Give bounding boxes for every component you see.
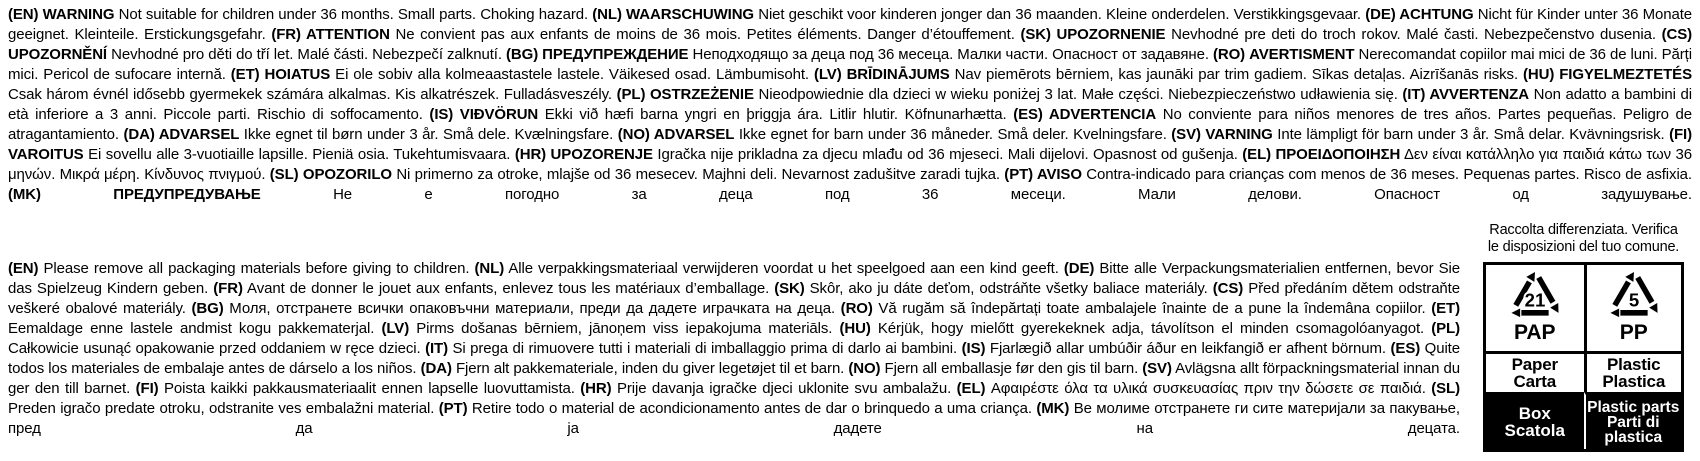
language-segment: (IS) VIÐVÖRUN Ekki við hæfi barna yngri en þriggja ára. Litlir hlutir. Köfnunarhætta. [429,106,1014,123]
language-segment: (ET) Eemaldage enne lastele andmist kogu pakkematerjal. [8,300,1460,337]
multilingual-text-block [8,5,1692,439]
language-code: (HR) UPOZORENJE [514,146,653,163]
language-code: (NO) [848,360,881,377]
language-code: (DA) [420,360,452,377]
language-code: (IS) [961,340,986,357]
language-code: (SK) [774,280,805,297]
language-code: (NL) [474,260,505,277]
text-line: le disposizioni del tuo comune. [1487,239,1680,255]
language-code: (HR) [580,380,612,397]
language-code: (SK) UPOZORNENIE [1020,26,1166,43]
language-segment: (IT) AVVERTENZA Non adatto a bambini di età inferiore a 3 anni. Piccole parti. Rischio di soffocamento. [8,86,1692,123]
language-segment: (EN) Please remove all packaging materials before giving to children. [8,260,475,277]
material-number: 21 [1524,289,1546,311]
language-code: (ET) [1431,300,1460,317]
language-segment: (FI) VAROITUS Ei sovellu alle 3-vuotiaille lapsille. Pieniä osia. Tukehtumisvaara. [8,126,1692,163]
language-segment: (FR) ATTENTION Ne convient pas aux enfants de moins de 36 mois. Petites éléments. Danger d’étouffement. [271,26,1021,43]
language-segment: (RO) AVERTISMENT Nerecomandat copiilor mai mici de 36 de luni. Părți mici. Pericol de sufocare internă. [8,46,1692,83]
language-code: (IT) [425,340,448,357]
language-segment: (SL) OPOZORILO Ni primerno za otroke, mlajše od 36 mesecev. Majhni deli. Nevarnost zadušitve zaradi tujka. [269,166,1005,183]
package-part-cell-plastic-parts [1584,392,1682,449]
language-segment: (ET) HOIATUS Ei ole sobiv alla kolmeaastastele lastele. Väikesed osad. Lämbumisoht. [230,66,814,83]
language-code: (ET) HOIATUS [230,66,331,83]
language-segment: (PT) AVISO Contra-indicado para crianças com menos de 36 meses. Pequenas partes. Risco de asfixia. [1004,166,1692,183]
language-code: (SL) [1431,380,1460,397]
separate-collection-note [1483,222,1684,256]
material-symbol-cell-pap [1486,265,1584,351]
language-segment: (CS) UPOZORNĚNÍ Nevhodné pro děti do tří let. Malé části. Nebezpečí zalknutí. [8,26,1693,63]
language-code: (MK) [1036,400,1070,417]
warning-paragraph [8,5,1692,255]
language-code: (FR) ATTENTION [271,26,390,43]
language-code: (FR) [213,280,243,297]
language-segment: (RO) Vă rugăm să îndepărtați toate ambalajele înainte de a pune la îndemâna copiilor. [840,300,1432,317]
language-code: (EN) WARNING [8,6,115,23]
recycling-materials-table [1483,262,1684,452]
language-segment: (BG) ПРЕДУПРЕЖДЕНИЕ Неподходящо за деца под 36 месеца. Малки части. Опасност от задавяне. [506,46,1213,63]
language-segment: (EN) WARNING Not suitable for children under 36 months. Small parts. Choking hazard. [8,6,593,23]
language-segment: (PT) Retire todo o material de acondicionamento antes de dar o brinquedo a uma criança. [438,400,1037,417]
language-code: (RO) [840,300,873,317]
language-code: (NO) ADVARSEL [617,126,735,143]
material-number: 5 [1628,289,1639,311]
material-name-cell-plastic [1584,351,1682,392]
language-code: (MK) ПРЕДУПРЕДУВАЊЕ [8,186,261,203]
language-code: (EL) ΠΡΟΕΙΔΟΠΟΙΗΣΗ [1242,146,1401,163]
language-code: (PL) [1431,320,1460,337]
material-symbol-cell-pp [1584,265,1682,351]
language-segment: (FR) Avant de donner le jouet aux enfants, enlevez tous les matériaux d’emballage. [213,280,775,297]
packaging-removal-paragraph [8,259,1460,439]
language-segment: (FI) Poista kaikki pakkausmateriaalit ennen lapselle luovuttamista. [135,380,581,397]
language-segment: (HR) Prije davanja igračke djeci uklonite svu ambalažu. [580,380,957,397]
material-name-it: Plastica [1602,372,1666,391]
language-segment: (SK) UPOZORNENIE Nevhodné pre deti do troch rokov. Malé časti. Nebezpečenstvo dusenia. [1020,26,1662,43]
language-segment: (LV) BRĪDINĀJUMS Nav piemērots bērniem, kas jaunāki par trim gadiem. Sīkas detaļas. Aizrīšanās risks. [813,66,1523,83]
language-code: (PL) OSTRZEŻENIE [616,86,754,103]
language-segment: (SV) VARNING Inte lämpligt för barn under 3 år. Små delar. Kvävningsrisk. [1171,126,1670,143]
language-code: (SV) [1142,360,1172,377]
language-segment: (MK) Ве молиме отстранете ги сите материјали за пакување, пред да ја дадете на децата. [8,400,1460,437]
language-code: (SL) OPOZORILO [269,166,392,183]
language-code: (EL) [956,380,986,397]
language-segment: (ES) ADVERTENCIA No conviente para niños menores de tres años. Partes pequeñas. Peligro de atragantamiento. [8,106,1692,143]
text-line: Box [1518,404,1551,423]
material-code-label: PP [1619,321,1648,344]
language-segment: (IT) Si prega di rimuovere tutti i materiali di imballaggio prima di darlo ai bambini. [425,340,962,357]
language-code: (IS) VIÐVÖRUN [429,106,539,123]
language-segment: (PL) Całkowicie usunąć opakowanie przed oddaniem w ręce dzieci. [8,320,1460,357]
language-code: (RO) AVERTISMENT [1212,46,1355,63]
recycling-panel [1483,222,1684,452]
language-segment: (PL) OSTRZEŻENIE Nieodpowiednie dla dzieci w wieku poniżej 3 lat. Małe części. Niebezpieczeństwo udławienia się. [616,86,1403,103]
package-part-cell-box [1486,392,1584,449]
language-code: (HU) [839,320,871,337]
material-code-label: PAP [1513,321,1556,344]
language-code: (EN) [8,260,39,277]
language-code: (FI) VAROITUS [8,126,1692,163]
language-segment: (HU) FIGYELMEZTETÉS Csak három évnél idősebb gyermekek számára alkalmas. Kis alkatrészek. Fulladásveszély. [8,66,1692,103]
language-code: (IT) AVVERTENZA [1402,86,1529,103]
language-segment: (SK) Skôr, ako ju dáte deťom, odstráňte všetky baliace materiály. [774,280,1213,297]
language-code: (NL) WAARSCHUWING [592,6,755,23]
language-segment: (LV) Pirms došanas bērniem, jānoņem viss iepakojuma materiāls. [381,320,840,337]
language-segment: (DE) Bitte alle Verpackungsmaterialien entfernen, bevor Sie das Spielzeug Kindern geben. [8,260,1460,297]
language-code: (PT) [438,400,468,417]
language-code: (CS) UPOZORNĚNÍ [8,26,1693,63]
material-name-en: Plastic [1607,355,1661,374]
text-line: Parti di [1606,413,1660,431]
language-segment: (DA) ADVARSEL Ikke egnet til børn under 3 år. Små dele. Kvælningsfare. [123,126,618,143]
language-code: (DE) [1063,260,1095,277]
language-segment: (HR) UPOZORENJE Igračka nije prikladna za djecu mlađu od 36 mjeseci. Mali dijelovi. Opasnost od gušenja. [514,146,1243,163]
material-name-en: Paper [1511,355,1558,374]
language-segment: (NL) WAARSCHUWING Niet geschikt voor kinderen jonger dan 36 maanden. Kleine onderdelen. Verstikkingsgevaar. [592,6,1366,23]
language-code: (PT) AVISO [1004,166,1082,183]
language-segment: (MK) ПРЕДУПРЕДУВАЊЕ Не е погодно за деца под 36 месеци. Мали делови. Опасност од задушување. [8,186,1692,203]
language-segment: (CS) Před předáním dětem odstraňte veškeré obalové materiály. [8,280,1460,317]
text-line: Plastic parts [1587,398,1680,416]
language-segment: (SL) Preden igračo predate otroku, odstranite ves embalažni material. [8,380,1460,417]
language-segment: (NL) Alle verpakkingsmateriaal verwijderen voordat u het speelgoed aan een kind geeft. [474,260,1064,277]
language-code: (DA) ADVARSEL [123,126,240,143]
language-code: (HU) FIGYELMEZTETÉS [1522,66,1692,83]
language-segment: (NO) ADVARSEL Ikke egnet for barn under 36 måneder. Små deler. Kvelningsfare. [617,126,1172,143]
language-code: (DE) ACHTUNG [1365,6,1474,23]
language-code: (FI) [135,380,159,397]
language-segment: (SV) Avlägsna allt förpackningsmaterial innan du ger den till barnet. [8,360,1460,397]
language-segment: (EL) Αφαιρέστε όλα τα υλικά συσκευασίας πριν την δώσετε σε παιδιά. [956,380,1432,397]
language-code: (CS) [1212,280,1244,297]
language-code: (ES) ADVERTENCIA [1013,106,1157,123]
language-code: (SV) VARNING [1171,126,1273,143]
language-segment: (BG) Моля, отстранете всички опаковъчни материали, преди да дадете играчката на деца. [191,300,841,317]
material-name-it: Carta [1513,372,1556,391]
text-line: Raccolta differenziata. Verifica [1489,222,1678,238]
language-code: (LV) [381,320,410,337]
language-code: (LV) BRĪDINĀJUMS [813,66,950,83]
language-segment: (NO) Fjern all emballasje før den gis til barn. [848,360,1143,377]
language-segment: (HU) Kérjük, hogy mielőtt gyerekeknek adja, távolítson el minden csomagolóanyagot. [839,320,1432,337]
language-segment: (DA) Fjern alt pakkemateriale, inden du giver legetøjet til et barn. [420,360,849,377]
material-name-cell-paper [1486,351,1584,392]
language-code: (BG) ПРЕДУПРЕЖДЕНИЕ [506,46,689,63]
language-segment: (ES) Quite todos los materiales de embalaje antes de dárselo a los niños. [8,340,1460,377]
language-segment: (DE) ACHTUNG Nicht für Kinder unter 36 Monate geeignet. Kleinteile. Erstickungsgefahr. [8,6,1693,43]
recycling-loop-icon [1603,267,1665,324]
recycling-loop-icon [1504,267,1566,324]
text-line: Scatola [1504,421,1565,440]
language-code: (BG) [191,300,224,317]
language-code: (ES) [1390,340,1421,357]
text-line: plastica [1604,428,1663,446]
language-segment: (IS) Fjarlægið allar umbúðir áður en leikfangið er afhent börnum. [961,340,1391,357]
language-segment: (EL) ΠΡΟΕΙΔΟΠΟΙΗΣΗ Δεν είναι κατάλληλο για παιδιά κάτω των 36 μηνών. Μικρά μέρη. Κίνδυνος πνιγμού. [8,146,1692,183]
